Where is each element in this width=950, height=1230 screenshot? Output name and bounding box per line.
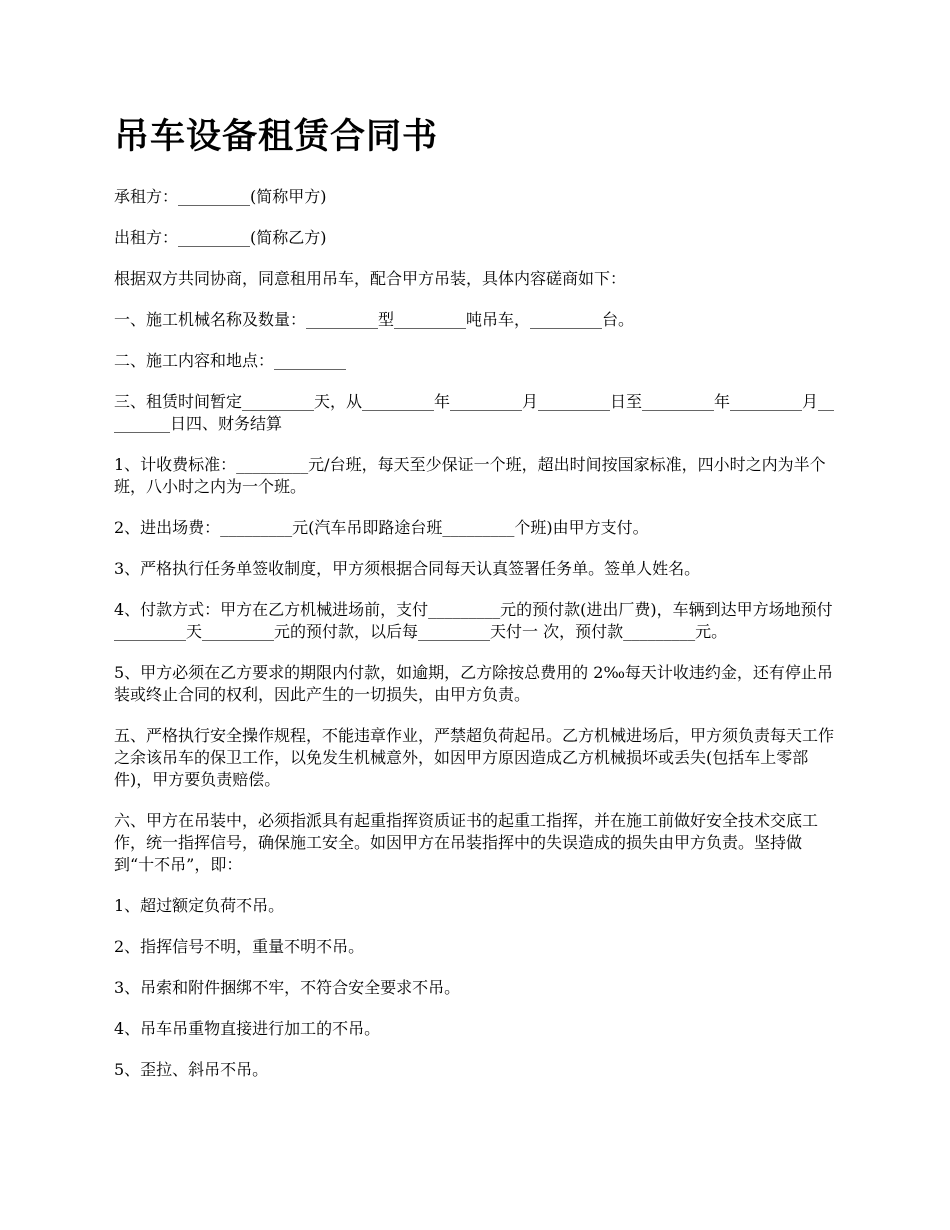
- document-body: [114, 112, 840, 1100]
- lessor-line: 出租方：_________(简称乙方): [114, 228, 327, 247]
- rule-item-2: 2、指挥信号不明，重量不明不吊。: [114, 937, 365, 956]
- clause-3-lease-period: 三、租赁时间暂定_________天，从_________年_________月_________日至_________年_________月_________日四、财务结算: [114, 392, 835, 433]
- rule-item-4: 4、吊车吊重物直接进行加工的不吊。: [114, 1019, 381, 1038]
- finance-item-2-entry-fee: 2、进出场费：_________元(汽车吊即路途台班_________个班)由甲方支付。: [114, 518, 649, 537]
- page-title: 吊车设备租赁合同书: [114, 116, 439, 157]
- rule-item-5: 5、歪拉、斜吊不吊。: [114, 1060, 269, 1079]
- finance-item-1-fee: 1、计收费标准：_________元/台班，每天至少保证一个班，超出时间按国家标准，四小时之内为半个班，八小时之内为一个班。: [114, 455, 826, 496]
- clause-5-safety: 五、严格执行安全操作规程，不能违章作业，严禁超负荷起吊。乙方机械进场后，甲方须负责每天工作之余该吊车的保卫工作，以免发生机械意外，如因甲方原因造成乙方机械损坏或丢失(包括车上零部件)，甲方要负责赔偿。: [114, 726, 835, 789]
- preamble-paragraph: 根据双方共同协商，同意租用吊车，配合甲方吊装，具体内容磋商如下：: [114, 269, 627, 288]
- clause-6-command: 六、甲方在吊装中，必须指派具有起重指挥资质证书的起重工指挥，并在施工前做好安全技术交底工作，统一指挥信号，确保施工安全。如因甲方在吊装指挥中的失误造成的损失由甲方负责。坚持做到“十不吊”，即：: [114, 811, 819, 874]
- finance-item-3-task-sheet: 3、严格执行任务单签收制度，甲方须根据合同每天认真签署任务单。签单人姓名。: [114, 559, 701, 578]
- rule-item-1: 1、超过额定负荷不吊。: [114, 896, 285, 915]
- finance-item-5-late-fee: 5、甲方必须在乙方要求的期限内付款，如逾期，乙方除按总费用的 2‰每天计收违约金，还有停止吊装或终止合同的权利，因此产生的一切损失，由甲方负责。: [114, 663, 833, 704]
- lessee-line: 承租方：_________(简称甲方): [114, 187, 327, 206]
- rule-item-3: 3、吊索和附件捆绑不牢，不符合安全要求不吊。: [114, 978, 461, 997]
- clause-2-location: 二、施工内容和地点：_________: [114, 351, 347, 370]
- finance-item-4-payment: 4、付款方式：甲方在乙方机械进场前，支付_________元的预付款(进出厂费)，车辆到达甲方场地预付_________天_________元的预付款，以后每_________天付一 次，预付款_________元。: [114, 600, 833, 641]
- clause-1-machinery: 一、施工机械名称及数量：_________型_________吨吊车，_________台。: [114, 310, 635, 329]
